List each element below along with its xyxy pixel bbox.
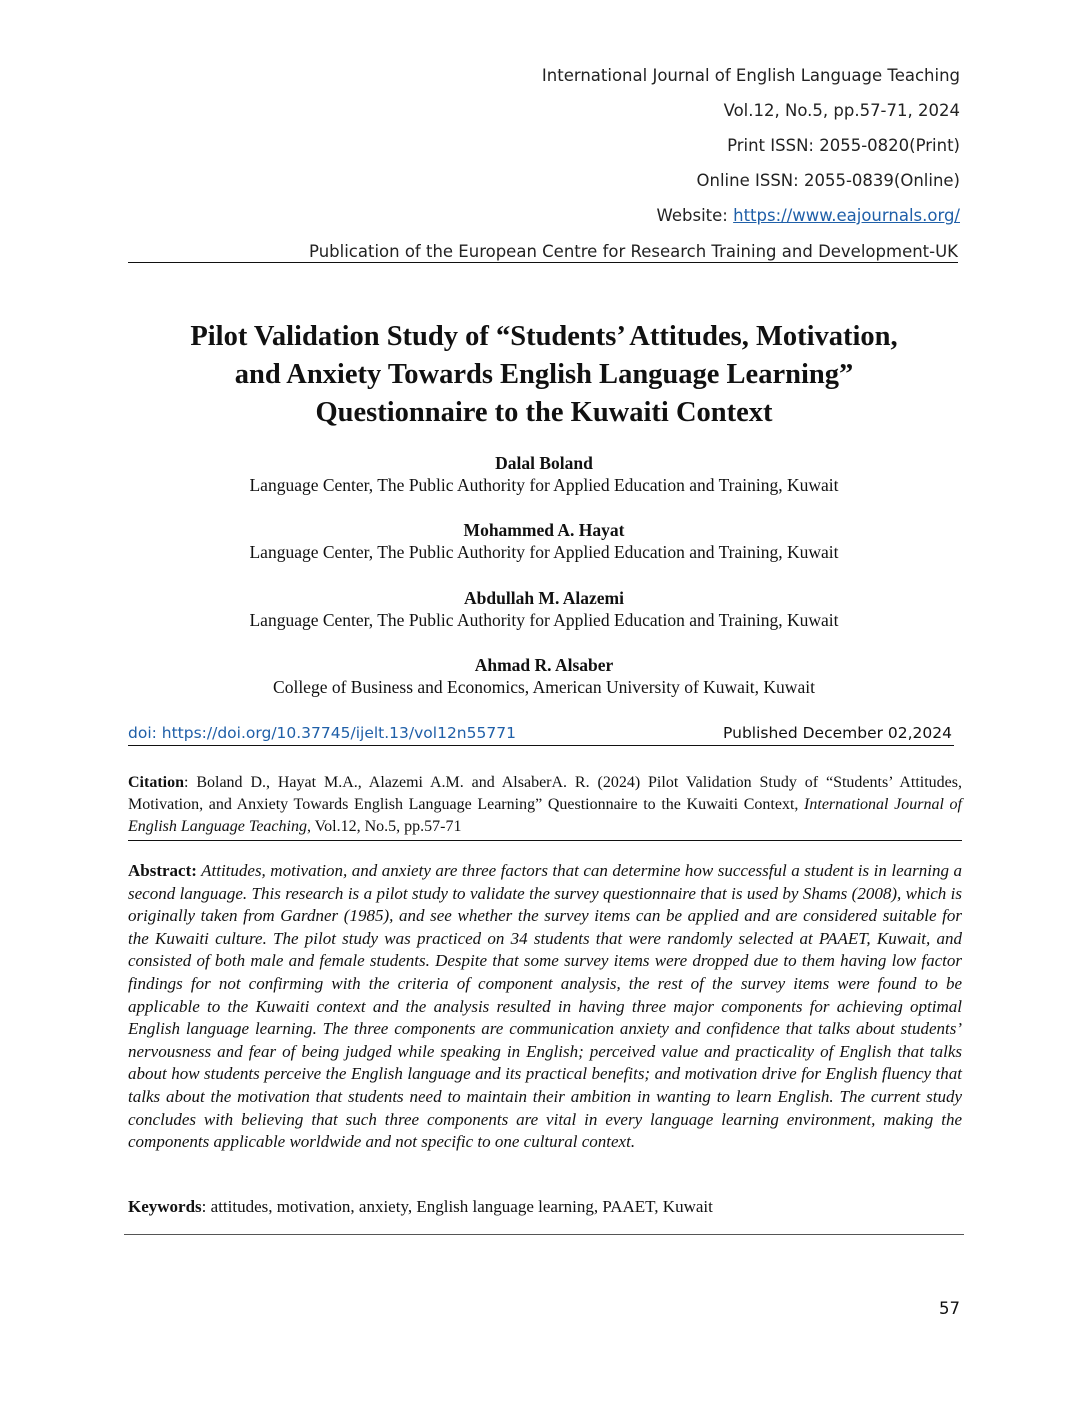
print-issn: Print ISSN: 2055-0820(Print) xyxy=(727,136,960,155)
volume-info: Vol.12, No.5, pp.57-71, 2024 xyxy=(723,101,960,120)
author-block xyxy=(100,519,988,563)
author-affiliation: Language Center, The Public Authority for Applied Education and Training, Kuwait xyxy=(249,542,839,562)
doi-link[interactable]: doi: https://doi.org/10.37745/ijelt.13/vol12n55771 xyxy=(128,724,516,742)
author-name: Dalal Boland xyxy=(495,453,593,473)
citation-label: Citation xyxy=(128,774,184,791)
keywords-label: Keywords xyxy=(128,1197,202,1216)
title-line-1: Pilot Validation Study of “Students’ Attitudes, Motivation, xyxy=(190,321,898,352)
doi-row xyxy=(128,724,954,746)
publisher-line: Publication of the European Centre for Research Training and Development-UK xyxy=(128,242,958,263)
author-block xyxy=(100,587,988,631)
bottom-divider xyxy=(124,1234,964,1235)
author-block xyxy=(100,452,988,496)
author-name: Abdullah M. Alazemi xyxy=(464,588,624,608)
citation-tail: , Vol.12, No.5, pp.57-71 xyxy=(306,818,462,835)
author-name: Ahmad R. Alsaber xyxy=(474,655,614,675)
journal-name: International Journal of English Language Teaching xyxy=(541,66,960,85)
abstract-label: Abstract: xyxy=(128,861,197,880)
citation-journal: International Journal of English Language Teaching xyxy=(128,796,963,835)
author-affiliation: College of Business and Economics, American University of Kuwait, Kuwait xyxy=(273,677,815,697)
title-line-3: Questionnaire to the Kuwaiti Context xyxy=(315,397,773,428)
citation-text: : Boland D., Hayat M.A., Alazemi A.M. and AlsaberA. R. (2024) Pilot Validation Study of “Students’ Attitudes, Motivation, and Anxiety Towards English Language Learning” Questionnaire to the Kuwaiti Context, xyxy=(128,774,962,813)
citation xyxy=(128,772,962,841)
abstract-text: Attitudes, motivation, and anxiety are three factors that can determine how successful a student is in learning a second language. This research is a pilot study to validate the survey questionnaire that is used by Shams (2008), which is originally taken from Gardner (1985), and see whether the survey items can be applied and are considered suitable for the Kuwaiti culture. The pilot study was practiced on 34 students that were randomly selected at PAAET, Kuwait, and consisted of both male and female students. Despite that some survey items were dropped due to them having low factor findings for not confirming with the criteria of component analysis, the rest of the survey items were found to be applicable to the Kuwaiti context and the analysis resulted in having three major components for achieving optimal English language learning. The three components are communication anxiety and confidence that talks about students’ nervousness and fear of being judged while speaking in English; perceived value and practicality of English that talks about how students perceive the English language and its practical benefits; and motivation drive for English fluency that talks about the motivation that students need to maintain their ambition in wanting to learn English. The current study concludes with believing that such three components are vital in every language learning environment, making the components applicable worldwide and not specific to one cultural context. xyxy=(128,861,962,1152)
online-issn: Online ISSN: 2055-0839(Online) xyxy=(696,171,960,190)
author-name: Mohammed A. Hayat xyxy=(463,520,625,540)
published-date: Published December 02,2024 xyxy=(723,724,952,742)
author-block xyxy=(100,654,988,698)
keywords-text: : attitudes, motivation, anxiety, English language learning, PAAET, Kuwait xyxy=(201,1197,713,1216)
author-affiliation: Language Center, The Public Authority for Applied Education and Training, Kuwait xyxy=(249,610,839,630)
keywords xyxy=(128,1196,962,1218)
page-number: 57 xyxy=(939,1299,960,1318)
paper-title xyxy=(110,318,978,432)
title-line-2: and Anxiety Towards English Language Learning” xyxy=(234,359,854,390)
abstract xyxy=(128,860,962,1154)
website-link[interactable]: https://www.eajournals.org/ xyxy=(733,206,960,225)
website-label: Website: xyxy=(656,206,734,225)
author-affiliation: Language Center, The Public Authority for Applied Education and Training, Kuwait xyxy=(249,475,839,495)
website-line xyxy=(657,206,960,225)
